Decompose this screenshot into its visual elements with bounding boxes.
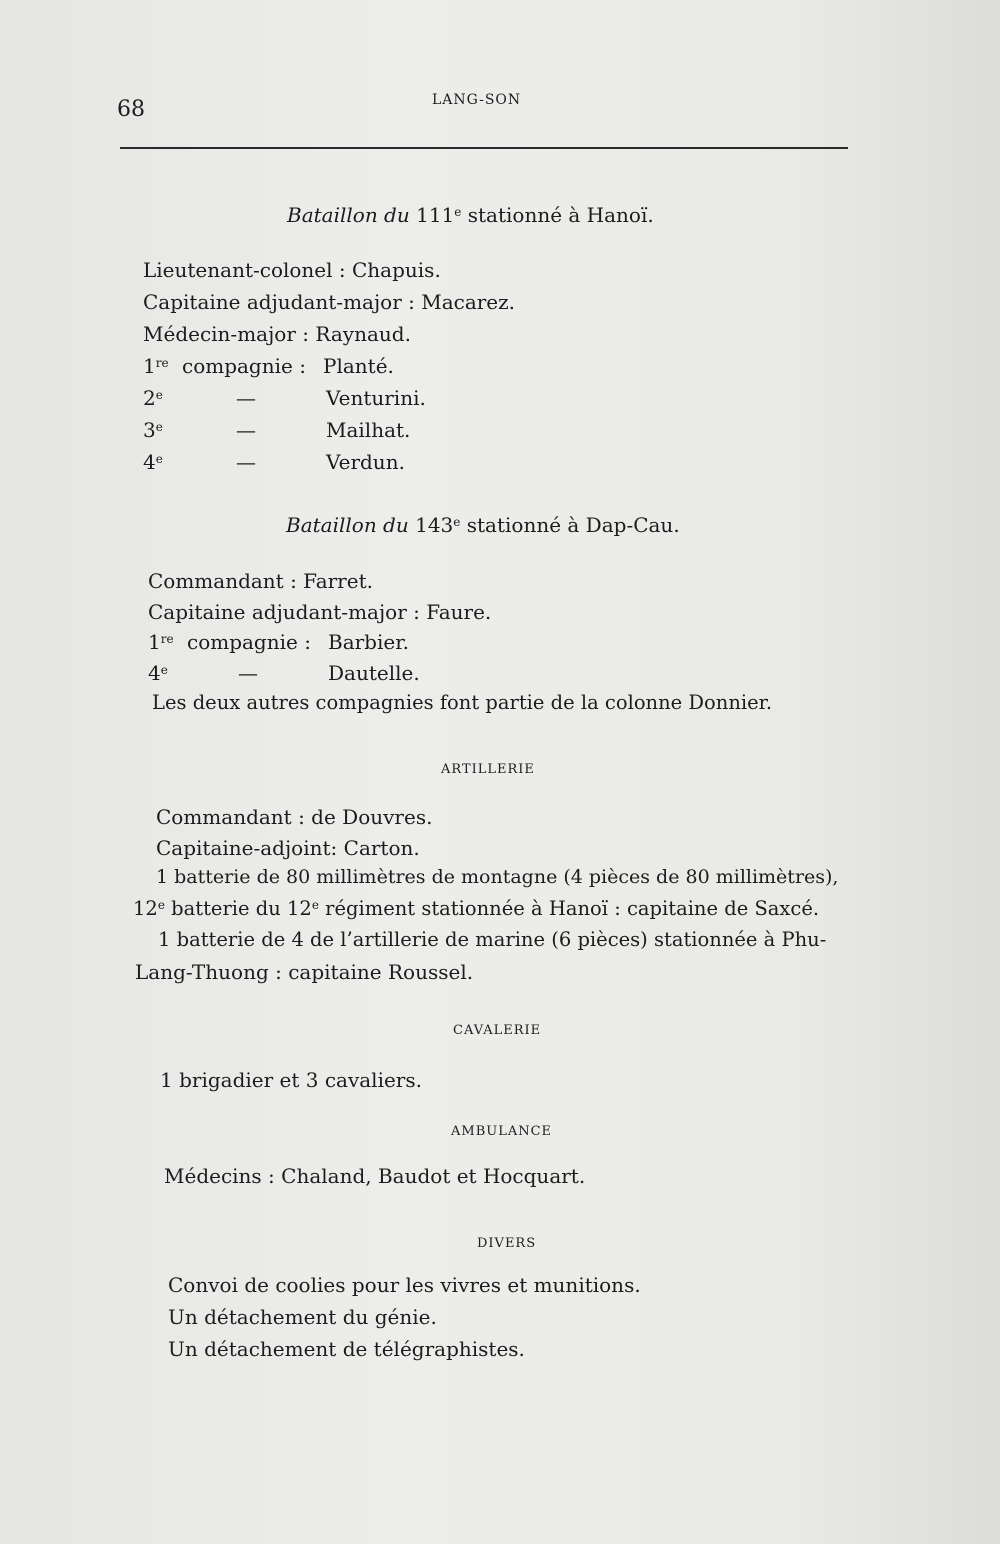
officer-line: Commandant : Farret. (148, 569, 373, 593)
section-heading-ambulance: AMBULANCE (451, 1124, 553, 1139)
company-commander: Barbier. (328, 630, 409, 654)
company-commander: Venturini. (326, 386, 426, 410)
ditto-dash: — (236, 450, 256, 474)
title-number: 111 (416, 203, 455, 227)
company-num: 1re (148, 630, 174, 654)
artillerie-line: Capitaine-adjoint: Carton. (156, 836, 420, 860)
company-num: 1re (143, 354, 169, 378)
section-heading-artillerie: ARTILLERIE (441, 762, 535, 777)
section-heading-cavalerie: CAVALERIE (453, 1023, 542, 1038)
bataillon-143-title (286, 513, 680, 537)
artillerie-line: Commandant : de Douvres. (156, 805, 433, 829)
artillerie-line: 1 batterie de 80 millimètres de montagne (4 pièces de 80 millimètres), (156, 866, 839, 888)
company-commander: Mailhat. (326, 418, 411, 442)
section-heading-divers: DIVERS (477, 1236, 537, 1251)
title-italic: Bataillon du (286, 513, 409, 537)
company-commander: Verdun. (326, 450, 405, 474)
ditto-dash: — (236, 386, 256, 410)
company-commander: Dautelle. (328, 661, 420, 685)
company-label: compagnie : (182, 354, 306, 378)
artillerie-line: Lang-Thuong : capitaine Roussel. (135, 960, 474, 984)
ambulance-line: Médecins : Chaland, Baudot et Hocquart. (164, 1164, 586, 1188)
title-rest: stationné à Dap-Cau. (466, 513, 680, 537)
officer-line: Capitaine adjudant-major : Faure. (148, 600, 492, 624)
title-sup: e (453, 515, 461, 529)
company-num: 4e (148, 661, 168, 685)
company-num: 2e (143, 386, 163, 410)
header-rule (120, 147, 848, 149)
artillerie-line: 12e batterie du 12e régiment stationnée à Hanoï : capitaine de Saxcé. (133, 897, 820, 920)
company-num: 4e (143, 450, 163, 474)
officer-line: Médecin-major : Raynaud. (143, 322, 411, 346)
companies-note: Les deux autres compagnies font partie de la colonne Donnier. (152, 691, 773, 714)
ditto-dash: — (238, 661, 258, 685)
company-num: 3e (143, 418, 163, 442)
cavalerie-line: 1 brigadier et 3 cavaliers. (160, 1068, 422, 1092)
ditto-dash: — (236, 418, 256, 442)
bataillon-111-title (287, 203, 654, 227)
artillerie-line: 1 batterie de 4 de l’artillerie de marine (6 pièces) stationnée à Phu- (158, 928, 827, 951)
running-title: LANG-SON (432, 92, 522, 108)
company-commander: Planté. (323, 354, 394, 378)
title-rest: stationné à Hanoï. (467, 203, 654, 227)
divers-line: Convoi de coolies pour les vivres et munitions. (168, 1273, 641, 1297)
title-italic: Bataillon du (287, 203, 410, 227)
divers-line: Un détachement du génie. (168, 1305, 437, 1329)
divers-line: Un détachement de télégraphistes. (168, 1337, 525, 1361)
officer-line: Capitaine adjudant-major : Macarez. (143, 290, 516, 314)
page-number: 68 (117, 97, 145, 122)
title-number: 143 (415, 513, 454, 537)
company-label: compagnie : (187, 630, 311, 654)
title-sup: e (454, 205, 462, 219)
officer-line: Lieutenant-colonel : Chapuis. (143, 258, 441, 282)
